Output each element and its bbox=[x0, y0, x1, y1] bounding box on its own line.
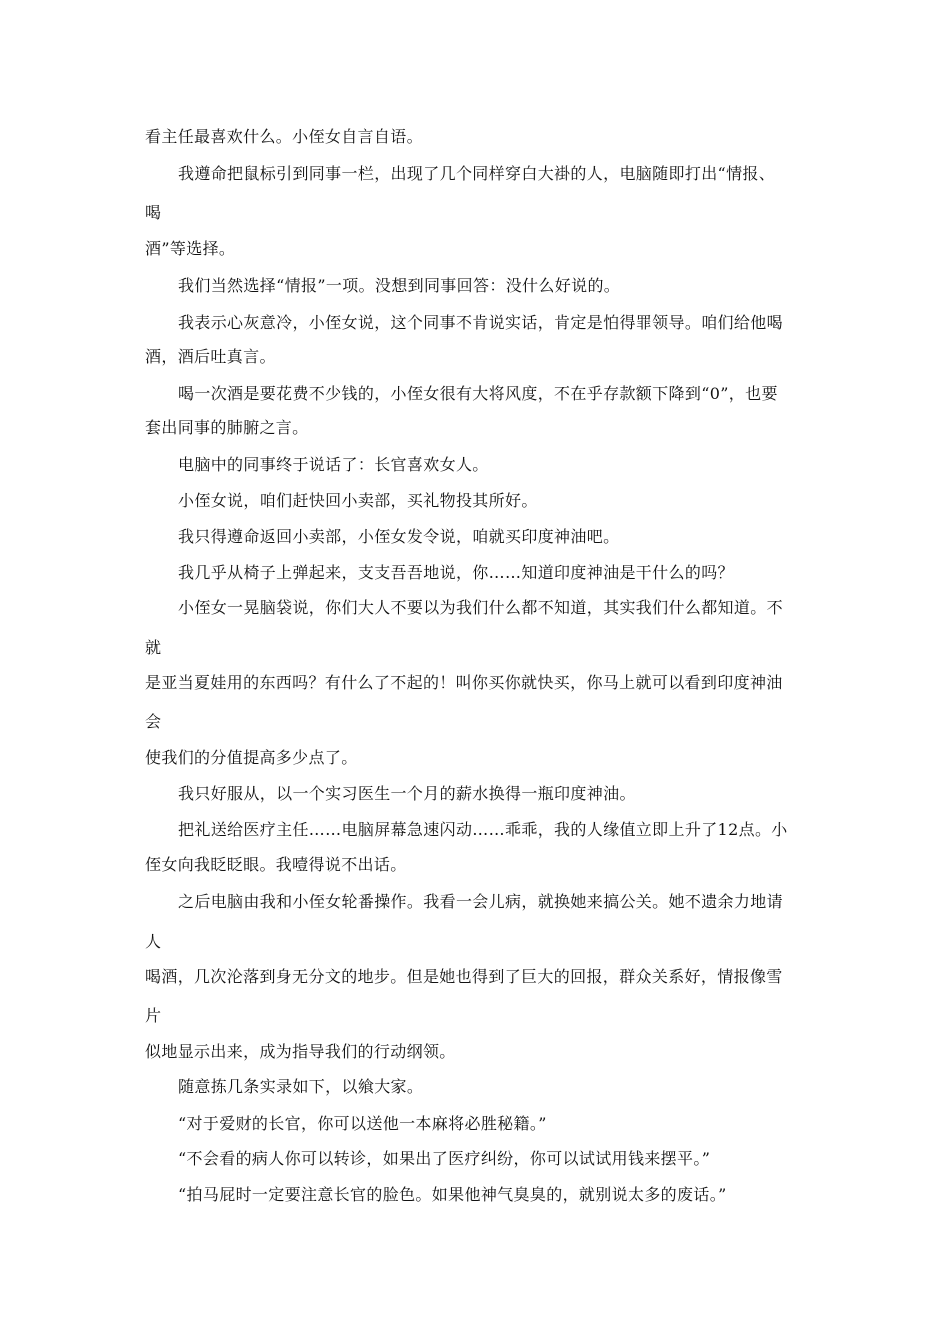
text-line: 我表示心灰意冷，小侄女说，这个同事不肯说实话，肯定是怕得罪领导。咱们给他喝 bbox=[178, 313, 783, 332]
text-line: 我几乎从椅子上弹起来，支支吾吾地说，你……知道印度神油是干什么的吗？ bbox=[178, 563, 734, 582]
text-line: 侄女向我眨眨眼。我噎得说不出话。 bbox=[145, 855, 407, 874]
text-line: 我只好服从，以一个实习医生一个月的薪水换得一瓶印度神油。 bbox=[178, 784, 636, 803]
text-line: 之后电脑由我和小侄女轮番操作。我看一会儿病，就换她来搞公关。她不遗余力地请 bbox=[178, 892, 783, 911]
text-line: 小侄女说，咱们赶快回小卖部，买礼物投其所好。 bbox=[178, 491, 538, 510]
text-line: 小侄女一晃脑袋说，你们大人不要以为我们什么都不知道，其实我们什么都知道。不 bbox=[178, 598, 783, 617]
text-line: “对于爱财的长官，你可以送他一本麻将必胜秘籍。” bbox=[178, 1114, 547, 1133]
text-line: 是亚当夏娃用的东西吗？有什么了不起的！叫你买你就快买，你马上就可以看到印度神油 bbox=[145, 673, 783, 692]
text-line: 片 bbox=[145, 1006, 162, 1025]
text-line: 电脑中的同事终于说话了：长官喜欢女人。 bbox=[178, 455, 489, 474]
text-line: 会 bbox=[145, 712, 162, 731]
text-line: 我遵命把鼠标引到同事一栏，出现了几个同样穿白大褂的人，电脑随即打出“情报、 bbox=[178, 164, 776, 183]
text-line: 就 bbox=[145, 638, 162, 657]
text-line: 酒，酒后吐真言。 bbox=[145, 347, 276, 366]
text-line: 我只得遵命返回小卖部，小侄女发令说，咱就买印度神油吧。 bbox=[178, 527, 620, 546]
text-line: “不会看的病人你可以转诊，如果出了医疗纠纷，你可以试试用钱来摆平。” bbox=[178, 1149, 711, 1168]
text-line: 把礼送给医疗主任……电脑屏幕急速闪动……乖乖，我的人缘值立即上升了12点。小 bbox=[178, 820, 788, 839]
text-line: 使我们的分值提高多少点了。 bbox=[145, 748, 358, 767]
text-line: 看主任最喜欢什么。小侄女自言自语。 bbox=[145, 127, 423, 146]
text-line: 喝 bbox=[145, 203, 162, 222]
text-line: 似地显示出来，成为指导我们的行动纲领。 bbox=[145, 1042, 456, 1061]
text-line: 酒”等选择。 bbox=[145, 239, 236, 258]
text-line: 随意拣几条实录如下，以飨大家。 bbox=[178, 1077, 424, 1096]
text-line: “拍马屁时一定要注意长官的脸色。如果他神气臭臭的，就别说太多的废话。” bbox=[178, 1185, 727, 1204]
text-line: 喝酒，几次沦落到身无分文的地步。但是她也得到了巨大的回报，群众关系好，情报像雪 bbox=[145, 967, 783, 986]
text-line: 喝一次酒是要花费不少钱的，小侄女很有大将风度，不在乎存款额下降到“0”，也要 bbox=[178, 384, 778, 403]
text-line: 套出同事的肺腑之言。 bbox=[145, 418, 309, 437]
text-line: 我们当然选择“情报”一项。没想到同事回答：没什么好说的。 bbox=[178, 276, 621, 295]
text-line: 人 bbox=[145, 932, 162, 951]
